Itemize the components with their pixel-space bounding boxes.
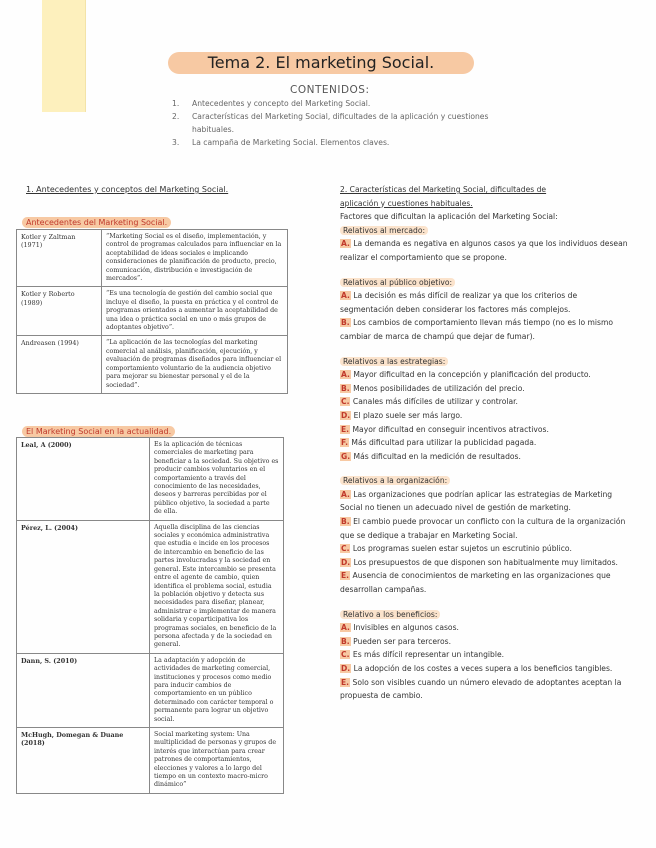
list-item: [340, 395, 632, 409]
item-text: Menos posibilidades de utilización del precio.: [353, 383, 525, 393]
list-item: [340, 368, 632, 382]
group-title-estrategias: Relativos a las estrategias:: [340, 357, 448, 366]
item-letter: A.: [341, 291, 350, 301]
list-item: [340, 676, 632, 703]
list-item: [340, 569, 632, 596]
table-definition: “Es una tecnología de gestión del cambio social que incluye el diseño, la puesta en práctica y el control de programas orientados a aumentar la aceptabilidad de una idea o práctica social en uno o más grupos de adoptantes objetivo”.: [102, 287, 288, 336]
section-2-intro: Factores que dificultan la aplicación del Marketing Social:: [340, 212, 558, 222]
list-item: [340, 450, 632, 464]
item-letter: G.: [341, 451, 351, 461]
list-item: [340, 423, 632, 437]
table-row: [17, 653, 284, 727]
item-letter: A.: [341, 623, 350, 633]
list-item: [340, 515, 632, 542]
item-text: El plazo suele ser más largo.: [353, 410, 463, 420]
group-title-mercado: Relativos al mercado:: [340, 226, 428, 235]
item-text: Más dificultad en la medición de resultados.: [353, 451, 521, 461]
item-letter: D.: [341, 557, 351, 567]
list-item: [340, 662, 632, 676]
table-row: [17, 230, 288, 287]
current-definitions-table: [16, 437, 284, 794]
table-definition: “Marketing Social es el diseño, implementación, y control de programas calculados para influenciar en la aceptabilidad de ideas sociales e implicando consideraciones de planificación de producto, precio, comunicación, distribución e investigación de mercados”.: [102, 230, 288, 287]
list-item: [340, 237, 632, 264]
item-text: Más dificultad para utilizar la publicidad pagada.: [351, 438, 537, 448]
contents-heading: CONTENIDOS:: [290, 84, 370, 96]
antecedentes-label: Antecedentes del Marketing Social.: [22, 217, 171, 228]
table-row: [17, 287, 288, 336]
list-item: [340, 436, 632, 450]
item-letter: E.: [341, 424, 350, 434]
item-letter: E.: [341, 677, 350, 687]
table-author: McHugh, Domegan & Duane (2018): [17, 728, 150, 794]
table-author: Pérez, L. (2004): [17, 520, 150, 653]
list-item: [340, 409, 632, 423]
item-text: Pueden ser para terceros.: [353, 636, 452, 646]
item-text: Solo son visibles cuando un número elevado de adoptantes aceptan la propuesta de cambio.: [340, 677, 622, 701]
page-title: Tema 2. El marketing Social.: [207, 53, 435, 72]
toc-number: 2.: [172, 112, 180, 121]
table-author: Kotler y Zaltman (1971): [17, 230, 102, 287]
section-2-title-line2: aplicación y cuestiones habituales.: [340, 198, 473, 208]
list-item: [340, 556, 632, 570]
toc-item: [172, 97, 532, 110]
item-text: Mayor dificultad en la concepción y planificación del producto.: [353, 370, 591, 380]
list-item: [340, 289, 632, 316]
toc-text: Antecedentes y concepto del Marketing Social.: [192, 99, 371, 108]
item-text: La decisión es más difícil de realizar ya que los criterios de segmentación deben considerar los factores más complejos.: [340, 291, 578, 314]
section-2-block: [340, 183, 632, 703]
list-item: [340, 542, 632, 556]
item-text: Es más difícil representar un intangible.: [352, 650, 505, 660]
table-author: Leal, A (2000): [17, 438, 150, 521]
item-text: Canales más difíciles de utilizar y controlar.: [352, 397, 518, 407]
item-letter: E.: [341, 571, 350, 581]
item-letter: D.: [341, 410, 351, 420]
item-text: La adopción de los costes a veces supera a los beneficios tangibles.: [353, 664, 613, 673]
section-1-title: 1. Antecedentes y conceptos del Marketing Social.: [26, 185, 229, 194]
toc-item: [172, 136, 532, 149]
item-text: Invisibles en algunos casos.: [353, 623, 459, 633]
item-letter: C.: [341, 397, 350, 407]
list-item: [340, 488, 632, 515]
item-letter: C.: [341, 544, 350, 554]
table-definition: Social marketing system: Una multiplicidad de personas y grupos de interés que interactúan para crear patrones de comportamientos, elecciones y valores a lo largo del tiempo en un contexto macro-micro dinámico”: [150, 728, 284, 794]
table-row: [17, 438, 284, 521]
table-definition: “La aplicación de las tecnologías del marketing comercial al análisis, planificación, ejecución, y evaluación de programas diseñados para influenciar el comportamiento voluntario de la audiencia objetivo para mejorar su bienestar personal y el de la sociedad”.: [102, 336, 288, 393]
item-text: Ausencia de conocimientos de marketing en las organizaciones que desarrollan campañas.: [340, 571, 611, 595]
table-row: [17, 336, 288, 393]
table-author: Andreasen (1994): [17, 336, 102, 393]
list-item: [340, 316, 632, 343]
list-item: [340, 382, 632, 396]
table-definition: Aquella disciplina de las ciencias sociales y económica administrativa que estudia e incide en los procesos de intercambio en beneficio de las partes involucradas y la sociedad en general. Este intercambio se presenta entre el agente de cambio, quien identifica el problema social, estudia la población objetivo y detecta sus necesidades para diseñar, planear, administrar e implementar de manera solidaria y coparticipativa los programas sociales, en beneficio de la persona afectada y de la sociedad en general.: [150, 520, 284, 653]
toc-number: 1.: [172, 99, 180, 108]
list-item: [340, 635, 632, 649]
item-letter: B.: [341, 517, 350, 527]
list-item: [340, 621, 632, 635]
item-letter: F.: [341, 438, 348, 448]
list-item: [340, 648, 632, 662]
item-letter: B.: [341, 636, 350, 646]
toc-text: Características del Marketing Social, dificultades de la aplicación y cuestiones habituales.: [192, 112, 489, 134]
definitions-table: [16, 229, 288, 394]
table-author: Dann, S. (2010): [17, 653, 150, 727]
item-text: Los cambios de comportamiento llevan más tiempo (no es lo mismo cambiar de marca de champú que dejar de fumar).: [340, 318, 614, 341]
group-title-organizacion: Relativos a la organización:: [340, 476, 450, 485]
item-text: Mayor dificultad en conseguir incentivos atractivos.: [352, 424, 549, 434]
group-title-publico: Relativos al público objetivo:: [340, 278, 455, 287]
item-letter: D.: [341, 664, 351, 673]
toc-number: 3.: [172, 138, 180, 147]
table-definition: La adaptación y adopción de actividades de marketing comercial, instituciones y procesos como medio para inducir cambios de comportamiento en un público determinado con carácter temporal o permanente para lograr un objetivo social.: [150, 653, 284, 727]
actualidad-label: El Marketing Social en la actualidad.: [22, 426, 175, 437]
group-title-beneficios: Relativo a los beneficios:: [340, 610, 440, 619]
sticky-note: [42, 0, 86, 112]
table-definition: Es la aplicación de técnicas comerciales de marketing para beneficiar a la sociedad. Su objetivo es producir cambios voluntarios en el comportamiento a través del conocimiento de las necesidades, deseos y barreras percibidas por el público objetivo, la sociedad a parte de ella.: [150, 438, 284, 521]
item-letter: A.: [341, 239, 350, 249]
item-letter: B.: [341, 383, 350, 393]
item-text: La demanda es negativa en algunos casos ya que los individuos desean realizar el comportamiento que se propone.: [340, 239, 628, 262]
table-row: [17, 520, 284, 653]
item-letter: B.: [341, 318, 350, 328]
table-row: [17, 728, 284, 794]
section-2-title-line1: 2. Características del Marketing Social, dificultades de: [340, 185, 547, 194]
item-letter: A.: [341, 489, 350, 499]
item-text: El cambio puede provocar un conflicto con la cultura de la organización que se dedique a trabajar en Marketing Social.: [340, 517, 626, 540]
item-text: Los presupuestos de que disponen son habitualmente muy limitados.: [353, 557, 618, 567]
item-text: Las organizaciones que podrían aplicar las estrategias de Marketing Social no tienen un adecuado nivel de gestión de marketing.: [340, 489, 613, 513]
item-letter: C.: [341, 650, 350, 660]
item-text: Los programas suelen estar sujetos un escrutinio público.: [352, 544, 572, 554]
toc-text: La campaña de Marketing Social. Elementos claves.: [192, 138, 390, 147]
item-letter: A.: [341, 370, 350, 380]
table-of-contents: [172, 97, 532, 149]
toc-item: [172, 110, 532, 136]
table-author: Kotler y Roberto (1989): [17, 287, 102, 336]
